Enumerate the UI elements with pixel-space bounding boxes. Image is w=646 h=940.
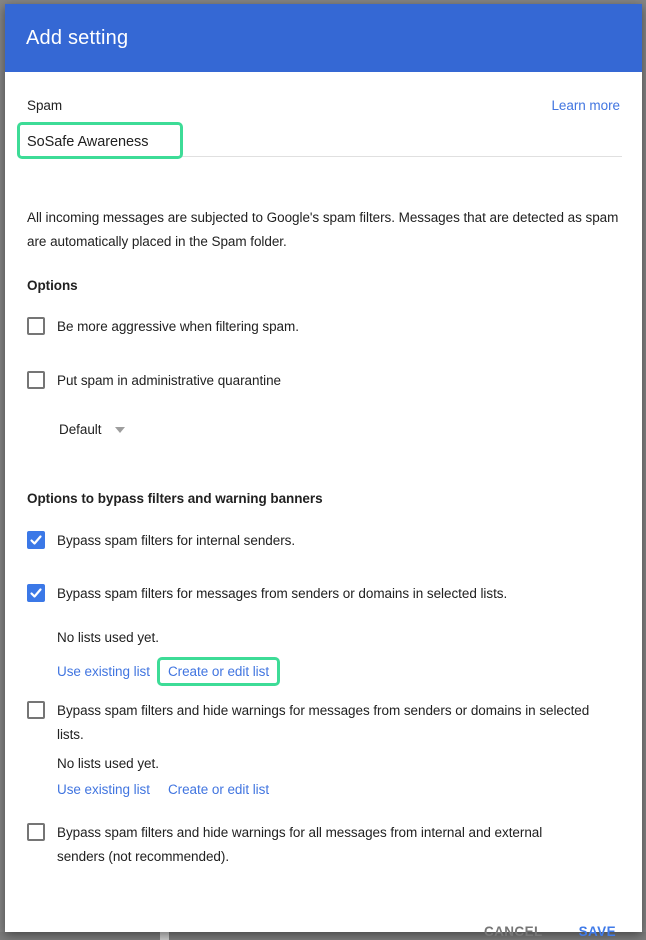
- checkmark-icon: [29, 533, 43, 547]
- input-underline: [27, 156, 622, 157]
- create-or-edit-list-link[interactable]: Create or edit list: [167, 663, 270, 679]
- hide-warnings-subblock: [57, 755, 620, 797]
- add-setting-dialog: [5, 4, 642, 939]
- checkbox-label: Bypass spam filters and hide warnings for all messages from internal and external senders (not recommended).: [57, 825, 543, 864]
- checkbox-row-hide-warnings-all: [27, 821, 620, 869]
- dialog-body: [5, 72, 642, 939]
- checkbox-label: Bypass spam filters and hide warnings for messages from senders or domains in selected lists.: [57, 703, 590, 742]
- bypass-section-header: Options to bypass filters and warning banners: [27, 491, 323, 506]
- checkbox-row-hide-warnings-lists: [27, 699, 620, 747]
- checkbox-label: Bypass spam filters for messages from senders or domains in selected lists.: [57, 586, 508, 601]
- checkbox-row-bypass-internal: [27, 529, 620, 553]
- checkbox-row-quarantine: [27, 369, 620, 393]
- spam-description: All incoming messages are subjected to Google's spam filters. Messages that are detected as spam are automatically placed in the Spam folder.: [27, 210, 619, 249]
- setting-name-field[interactable]: [27, 126, 620, 166]
- quarantine-checkbox[interactable]: [27, 371, 45, 389]
- checkbox-row-bypass-lists: [27, 582, 620, 606]
- field-label-row: [27, 98, 620, 113]
- learn-more-link[interactable]: Learn more: [551, 98, 620, 113]
- hide-warnings-all-checkbox[interactable]: [27, 823, 45, 841]
- hide-warnings-lists-checkbox[interactable]: [27, 701, 45, 719]
- checkmark-icon: [29, 586, 43, 600]
- aggressive-checkbox[interactable]: [27, 317, 45, 335]
- create-or-edit-list-link[interactable]: Create or edit list: [167, 782, 270, 797]
- quarantine-dropdown[interactable]: [59, 422, 125, 437]
- chevron-down-icon: [115, 427, 125, 433]
- dialog-actions: [27, 924, 620, 939]
- checkbox-label: Bypass spam filters for internal senders.: [57, 533, 296, 548]
- setting-name-value[interactable]: SoSafe Awareness: [27, 134, 149, 150]
- use-existing-list-link[interactable]: Use existing list: [57, 663, 150, 679]
- bypass-internal-checkbox[interactable]: [27, 531, 45, 549]
- setting-type-label: Spam: [27, 98, 63, 113]
- options-section-header: Options: [27, 278, 78, 293]
- no-lists-text: No lists used yet.: [57, 630, 159, 645]
- no-lists-text: No lists used yet.: [57, 756, 159, 771]
- bypass-lists-subblock: [57, 629, 620, 686]
- save-button[interactable]: SAVE: [578, 924, 616, 939]
- dialog-title: Add setting: [26, 26, 129, 49]
- checkbox-label: Put spam in administrative quarantine: [57, 373, 282, 388]
- cancel-button[interactable]: CANCEL: [483, 924, 543, 939]
- checkbox-label: Be more aggressive when filtering spam.: [57, 319, 299, 334]
- bypass-lists-checkbox[interactable]: [27, 584, 45, 602]
- checkbox-row-aggressive: [27, 315, 620, 339]
- use-existing-list-link[interactable]: Use existing list: [57, 782, 150, 797]
- highlight-box-create-link: [157, 657, 280, 686]
- quarantine-dropdown-value: Default: [59, 422, 102, 437]
- list-links-row: [57, 782, 620, 797]
- list-links-row: [57, 656, 620, 686]
- dialog-header: [5, 4, 642, 72]
